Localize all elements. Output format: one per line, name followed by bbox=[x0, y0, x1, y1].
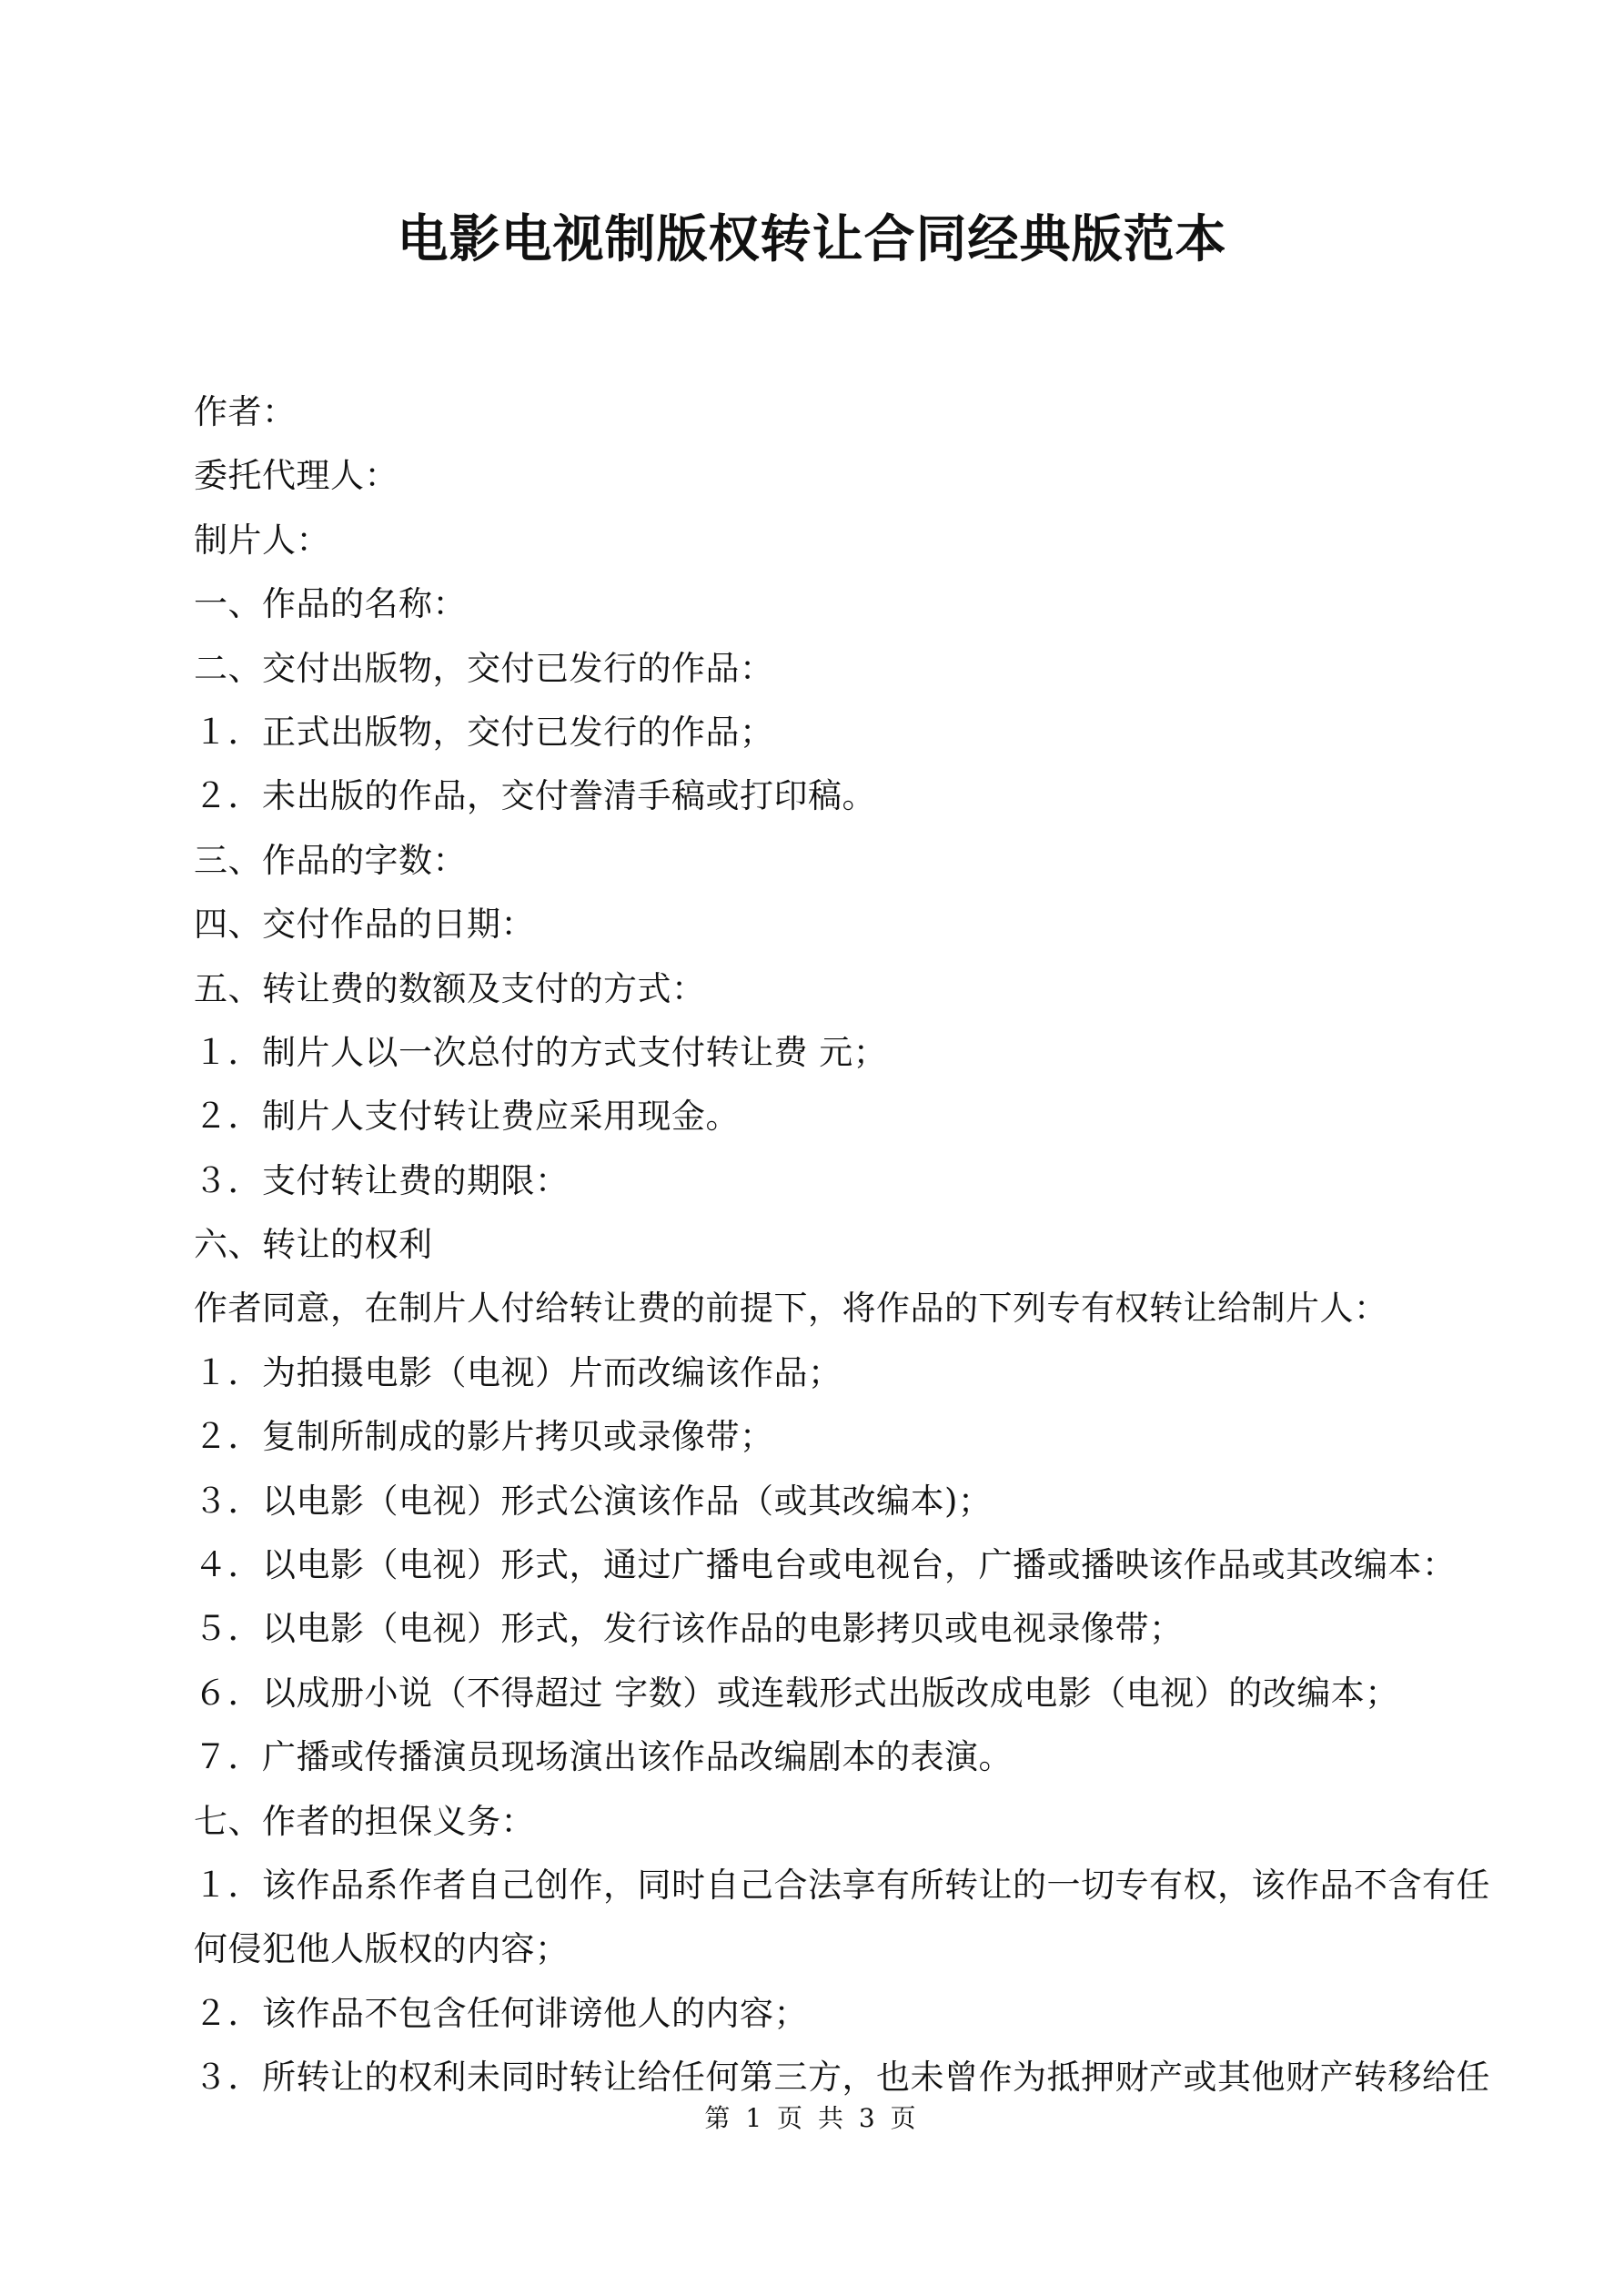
section-heading: 一、作品的名称： bbox=[194, 584, 467, 624]
list-item: ７．广播或传播演员现场演出该作品改编剧本的表演。 bbox=[194, 1737, 1013, 1777]
list-item: １．该作品系作者自己创作，同时自己合法享有所转让的一切专有权，该作品不含有任 bbox=[194, 1865, 1490, 1905]
list-item: ２．未出版的作品，交付誊清手稿或打印稿。 bbox=[194, 776, 876, 816]
list-item: １．正式出版物，交付已发行的作品； bbox=[194, 712, 774, 752]
list-item: ４．以电影（电视）形式，通过广播电台或电视台，广播或播映该作品或其改编本： bbox=[194, 1545, 1457, 1585]
text-line: 作者： bbox=[194, 392, 297, 431]
section-heading: 五、转让费的数额及支付的方式： bbox=[194, 968, 706, 1008]
section-heading: 七、作者的担保义务： bbox=[194, 1801, 535, 1841]
list-item: ５．以电影（电视）形式，发行该作品的电影拷贝或电视录像带； bbox=[194, 1609, 1184, 1649]
text-line: 委托代理人： bbox=[194, 456, 398, 496]
list-item-continuation: 何侵犯他人版权的内容； bbox=[194, 1929, 570, 1969]
section-heading: 四、交付作品的日期： bbox=[194, 905, 535, 945]
list-item: ２．制片人支付转让费应采用现金。 bbox=[194, 1097, 740, 1137]
document-title: 电影电视制版权转让合同经典版范本 bbox=[397, 209, 1227, 269]
list-item: ３．支付转让费的期限： bbox=[194, 1160, 570, 1200]
section-heading: 三、作品的字数： bbox=[194, 840, 467, 880]
text-line: 制片人： bbox=[194, 520, 330, 560]
section-heading: 二、交付出版物，交付已发行的作品： bbox=[194, 648, 774, 688]
section-heading: 六、转让的权利 bbox=[194, 1225, 433, 1265]
list-item: １．制片人以一次总付的方式支付转让费 元； bbox=[194, 1032, 888, 1072]
paragraph: 作者同意，在制片人付给转让费的前提下，将作品的下列专有权转让给制片人： bbox=[194, 1289, 1388, 1329]
list-item: ３．所转让的权利未同时转让给任何第三方，也未曾作为抵押财产或其他财产转移给任 bbox=[194, 2058, 1490, 2098]
list-item: ３．以电影（电视）形式公演该作品（或其改编本)； bbox=[194, 1481, 993, 1521]
document-body bbox=[194, 380, 1490, 2110]
list-item: １．为拍摄电影（电视）片而改编该作品； bbox=[194, 1352, 842, 1392]
list-item: ２．复制所制成的影片拷贝或录像带； bbox=[194, 1417, 774, 1457]
list-item: ６．以成册小说（不得超过 字数）或连载形式出版改成电影（电视）的改编本； bbox=[194, 1673, 1399, 1713]
list-item: ２．该作品不包含任何诽谤他人的内容； bbox=[194, 1993, 808, 2033]
page-number-footer: 第 1 页 共 3 页 bbox=[704, 2103, 920, 2133]
